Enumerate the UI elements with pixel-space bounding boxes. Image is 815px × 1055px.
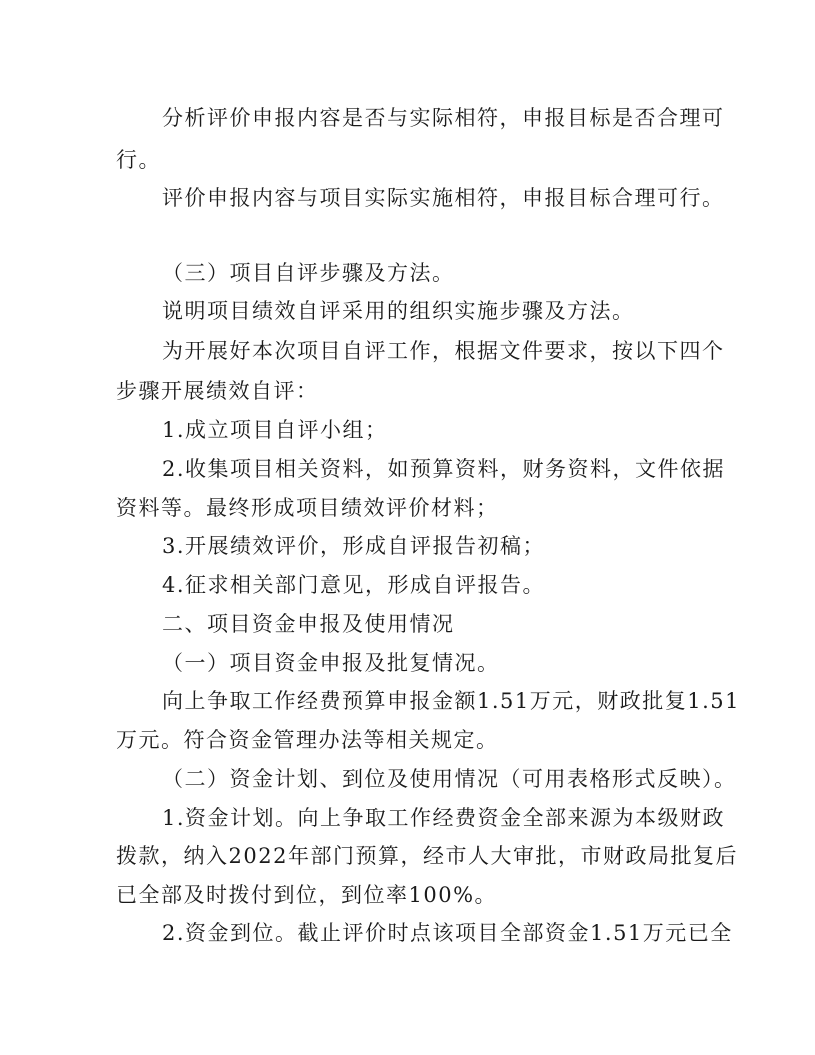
list-item: 2.收集项目相关资料，如预算资料，财务资料，文件依据 xyxy=(162,457,726,481)
paragraph-line: 分析评价申报内容是否与实际相符，申报目标是否合理可 xyxy=(162,106,725,130)
paragraph-line: 为开展好本次项目自评工作，根据文件要求，按以下四个 xyxy=(162,339,725,363)
paragraph-line: 行。 xyxy=(116,148,161,172)
section-heading: （一）项目资金申报及批复情况。 xyxy=(162,651,500,675)
section-heading: 二、项目资金申报及使用情况 xyxy=(162,612,455,636)
paragraph-line: 向上争取工作经费预算申报金额1.51万元，财政批复1.51 xyxy=(162,689,741,713)
paragraph-line: 说明项目绩效自评采用的组织实施步骤及方法。 xyxy=(162,299,635,323)
paragraph-line: 评价申报内容与项目实际实施相符，申报目标合理可行。 xyxy=(162,186,725,210)
section-heading: （三）项目自评步骤及方法。 xyxy=(162,261,455,285)
paragraph-line: 万元。符合资金管理办法等相关规定。 xyxy=(116,728,499,752)
list-item: 4.征求相关部门意见，形成自评报告。 xyxy=(162,573,546,597)
paragraph-line: 已全部及时拨付到位，到位率100%。 xyxy=(116,883,498,907)
section-heading: （二）资金计划、到位及使用情况（可用表格形式反映）。 xyxy=(162,767,737,791)
paragraph-line: 资料等。最终形成项目绩效评价材料； xyxy=(116,496,499,520)
paragraph-line: 拨款，纳入2022年部门预算，经市人大审批，市财政局批复后 xyxy=(116,844,738,868)
list-item: 1.资金计划。向上争取工作经费资金全部来源为本级财政 xyxy=(162,806,726,830)
list-item: 1.成立项目自评小组； xyxy=(162,418,388,442)
list-item: 2.资金到位。截止评价时点该项目全部资金1.51万元已全 xyxy=(162,921,733,945)
paragraph-line: 步骤开展绩效自评： xyxy=(116,379,319,403)
list-item: 3.开展绩效评价，形成自评报告初稿； xyxy=(162,534,546,558)
